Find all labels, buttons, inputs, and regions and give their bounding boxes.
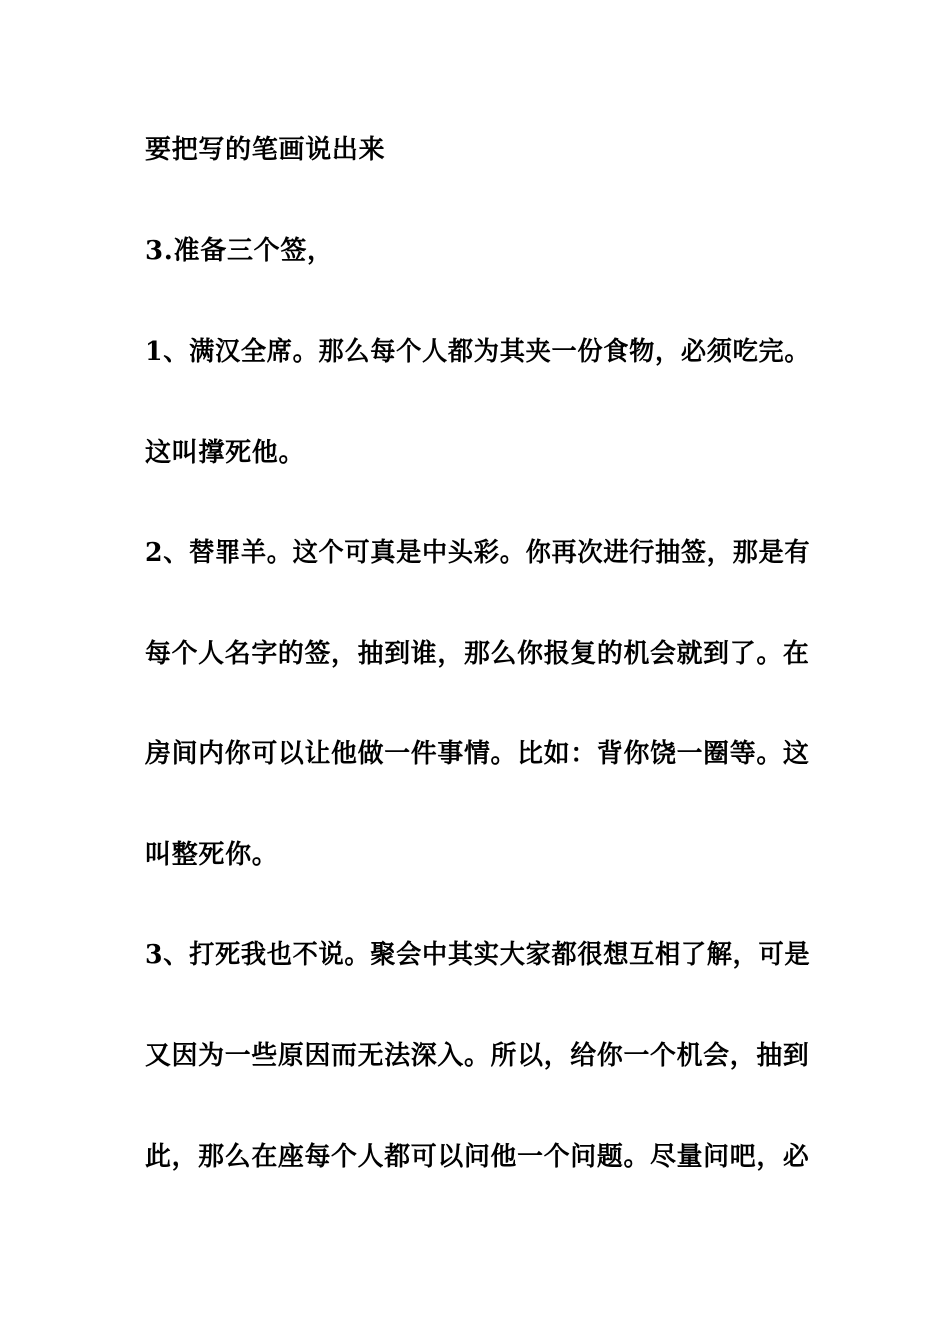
text-line-11: 此，那么在座每个人都可以问他一个问题。尽量问吧，必: [145, 1142, 810, 1172]
text-line-7: 房间内你可以让他做一件事情。比如：背你饶一圈等。这: [145, 739, 810, 769]
text-line-6: 每个人名字的签，抽到谁，那么你报复的机会就到了。在: [145, 639, 810, 669]
text-line-9: 3、打死我也不说。聚会中其实大家都很想互相了解，可是: [145, 940, 811, 970]
text-line-8: 叫整死你。: [145, 840, 279, 870]
text-line-4: 这叫撑死他。: [145, 438, 306, 468]
text-line-3: 1、满汉全席。那么每个人都为其夹一份食物，必须吃完。: [145, 337, 811, 367]
text-line-1: 要把写的笔画说出来: [145, 135, 386, 165]
text-line-10: 又因为一些原因而无法深入。所以，给你一个机会，抽到: [145, 1041, 810, 1071]
text-line-2: 3.准备三个签，: [145, 236, 334, 266]
text-line-5: 2、替罪羊。这个可真是中头彩。你再次进行抽签，那是有: [145, 538, 811, 568]
